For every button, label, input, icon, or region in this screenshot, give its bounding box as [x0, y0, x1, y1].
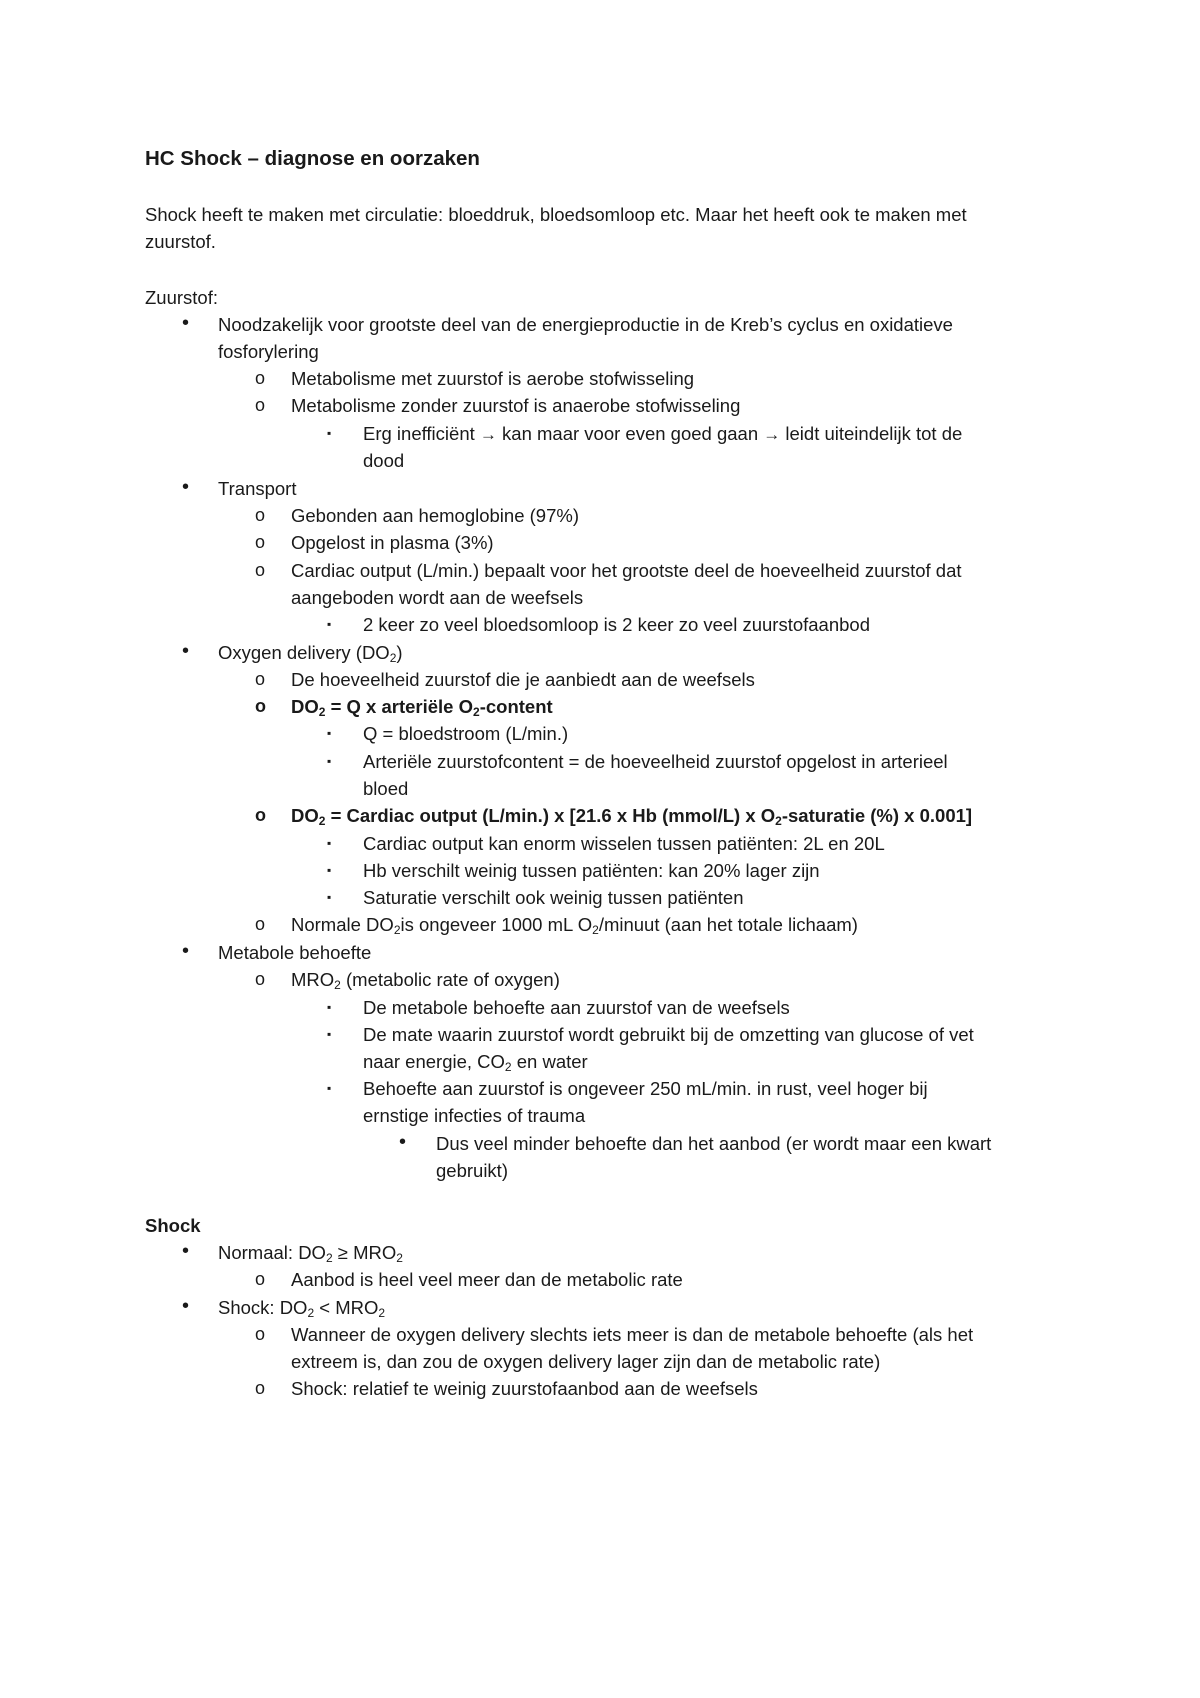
sub-list-item: Cardiac output (L/min.) bepaalt voor het grootste deel de hoeveelheid zuurstof dat [291, 560, 962, 581]
formula-do2-expanded: $DO_2$ = Cardiac output (L/min.) x [21.6 x Hb (mmol/L) x $O_2$-saturatie (%) x 0.001] [291, 805, 973, 828]
intro-line-1: Shock heeft te maken met circulatie: bloeddruk, bloedsomloop etc. Maar het heeft ook te maken met [145, 204, 967, 225]
sub-bullet-marker: o [255, 368, 266, 388]
bullet-marker: • [182, 476, 190, 498]
list-item-continuation: extreem is, dan zou de oxygen delivery lager zijn dan de metabolic rate) [291, 1351, 881, 1372]
bullet-marker: • [182, 1240, 190, 1262]
arrow-right-icon: → [763, 425, 781, 444]
sub-sub-list-item: Behoefte aan zuurstof is ongeveer 250 mL/min. in rust, veel hoger bij [363, 1078, 928, 1099]
arrow-right-icon: → [479, 425, 497, 444]
sub-list-item: Metabolisme met zuurstof is aerobe stofwisseling [291, 368, 695, 389]
sub-sub-bullet-marker: ▪ [327, 1027, 332, 1041]
sub-bullet-marker: o [255, 696, 266, 716]
sub-list-item: Metabolisme zonder zuurstof is anaerobe stofwisseling [291, 395, 741, 416]
sub-sub-bullet-marker: ▪ [327, 426, 332, 440]
sub-sub-bullet-marker: ▪ [327, 836, 332, 850]
sub-bullet-marker: o [255, 914, 266, 934]
sub-list-item: Normale $DO_2is$ ongeveer 1000 mL $O_2$/minuut (aan het totale lichaam) [291, 914, 858, 937]
sub-sub-list-item: De metabole behoefte aan zuurstof van de weefsels [363, 997, 790, 1018]
sub-bullet-marker: o [255, 1269, 266, 1289]
list-item: Noodzakelijk voor grootste deel van de energieproductie in de Kreb’s cyclus en oxidatieve [218, 314, 953, 335]
list-item-continuation: gebruikt) [436, 1160, 508, 1181]
formula-do2: $DO_2 = Q$ x arteriële $O_2$-content [291, 696, 553, 719]
shock-heading: Shock [145, 1215, 201, 1236]
sub-list-item: Wanneer de oxygen delivery slechts iets meer is dan de metabole behoefte (als het [291, 1324, 974, 1345]
list-item-continuation: aangeboden wordt aan de weefsels [291, 587, 584, 608]
sub-bullet-marker: o [255, 805, 266, 825]
list-item: Oxygen delivery $(DO_2)$ [218, 642, 403, 665]
sub-sub-bullet-marker: ▪ [327, 617, 332, 631]
list-item: Metabole behoefte [218, 942, 372, 963]
sub-list-item: Opgelost in plasma (3%) [291, 532, 494, 553]
list-item-continuation: dood [363, 450, 405, 471]
list-item-continuation: ernstige infecties of trauma [363, 1105, 586, 1126]
list-item: Transport [218, 478, 297, 499]
sub-bullet-marker: o [255, 560, 266, 580]
level4-list-item: Dus veel minder behoefte dan het aanbod (er wordt maar een kwart [436, 1133, 992, 1154]
sub-bullet-marker: o [255, 395, 266, 415]
sub-bullet-marker: o [255, 1324, 266, 1344]
sub-bullet-marker: o [255, 532, 266, 552]
sub-list-item: De hoeveelheid zuurstof die je aanbiedt aan de weefsels [291, 669, 755, 690]
sub-list-item: Gebonden aan hemoglobine (97%) [291, 505, 579, 526]
zuurstof-heading: Zuurstof: [145, 287, 218, 308]
level4-bullet-marker: • [399, 1131, 407, 1153]
bullet-marker: • [182, 312, 190, 334]
sub-bullet-marker: o [255, 969, 266, 989]
sub-sub-bullet-marker: ▪ [327, 890, 332, 904]
list-item: Normaal: $DO_2 \ge MRO_2$ [218, 1242, 403, 1265]
document-title: HC Shock – diagnose en oorzaken [145, 147, 480, 170]
intro-line-2: zuurstof. [145, 231, 216, 252]
sub-sub-list-item: 2 keer zo veel bloedsomloop is 2 keer zo veel zuurstofaanbod [363, 614, 870, 635]
sub-bullet-marker: o [255, 1378, 266, 1398]
list-item-continuation: bloed [363, 778, 409, 799]
sub-sub-list-item: Arteriële zuurstofcontent = de hoeveelheid zuurstof opgelost in arterieel [363, 751, 948, 772]
sub-sub-list-item: Cardiac output kan enorm wisselen tussen patiënten: 2L en 20L [363, 833, 885, 854]
sub-list-item: $MRO_2$ (metabolic rate of oxygen) [291, 969, 560, 992]
bullet-marker: • [182, 640, 190, 662]
sub-sub-bullet-marker: ▪ [327, 726, 332, 740]
sub-sub-bullet-marker: ▪ [327, 863, 332, 877]
bullet-marker: • [182, 940, 190, 962]
sub-sub-bullet-marker: ▪ [327, 1081, 332, 1095]
sub-sub-list-item: Saturatie verschilt ook weinig tussen patiënten [363, 887, 744, 908]
list-item-continuation: naar energie, $CO_2$ en water [363, 1051, 588, 1074]
sub-sub-list-item: De mate waarin zuurstof wordt gebruikt bij de omzetting van glucose of vet [363, 1024, 974, 1045]
sub-sub-list-item: Q = bloedstroom (L/min.) [363, 723, 569, 744]
sub-sub-list-item: Erg inefficiënt → kan maar voor even goed gaan → leidt uiteindelijk tot de [363, 423, 963, 444]
sub-sub-list-item: Hb verschilt weinig tussen patiënten: kan 20% lager zijn [363, 860, 820, 881]
sub-sub-bullet-marker: ▪ [327, 754, 332, 768]
sub-list-item: Aanbod is heel veel meer dan de metabolic rate [291, 1269, 683, 1290]
list-item-continuation: fosforylering [218, 341, 319, 362]
sub-list-item: Shock: relatief te weinig zuurstofaanbod aan de weefsels [291, 1378, 758, 1399]
sub-sub-bullet-marker: ▪ [327, 1000, 332, 1014]
sub-bullet-marker: o [255, 669, 266, 689]
list-item: Shock: $DO_2 < MRO_2$ [218, 1297, 386, 1320]
bullet-marker: • [182, 1295, 190, 1317]
sub-bullet-marker: o [255, 505, 266, 525]
